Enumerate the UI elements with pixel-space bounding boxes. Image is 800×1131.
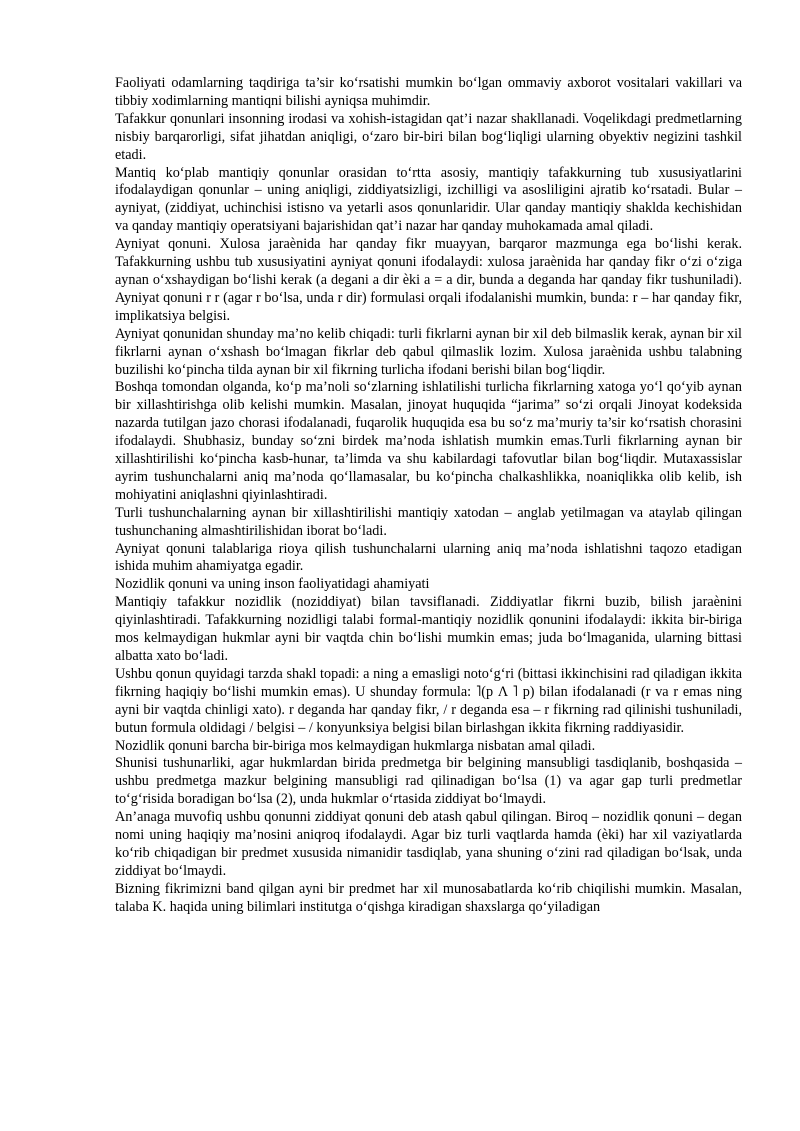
paragraph-student-example: Bizning fikrimizni band qilgan ayni bir predmet har xil munosabatlarda ko‘rib chiqilishi mumkin. Masalan, talaba K. haqida uning bilimlari institutga o‘qishga kiradigan shaxslarga qo‘yiladigan: [115, 880, 742, 915]
paragraph-four-basic-laws: Mantiq ko‘plab mantiqiy qonunlar orasidan to‘rtta asosiy, mantiqiy tafakkurning tub xususiyatlarini ifodalaydigan qonunlar – uning aniqligi, ziddiyatsizligi, izchilligi va asosliligini ajratib ko‘rsatadi. Bular – ayniyat, (ziddiyat, uchinchisi istisno va yetarli asos qonunlaridir. Ular qanday mantiqiy shaklda kechishidan va qanday mantiqiy operatsiyani bajarishidan qat’i nazar har qanday muhokamada amal qiladi.: [115, 164, 742, 235]
paragraph-laws-of-thought: Tafakkur qonunlari insonning irodasi va xohish-istagidan qat’i nazar shakllanadi. Voqelikdagi predmetlarning nisbiy barqarorligi, sifat jihatdan aniqligi, o‘zaro bir-biri bilan bog‘liqligi ularning obyektiv negizini tashkil etadi.: [115, 110, 742, 163]
paragraph-traditional-name: An’anaga muvofiq ushbu qonunni ziddiyat qonuni deb atash qabul qilingan. Biroq – nozidlik qonuni – degan nomi uning haqiqiy ma’nosini aniqroq ifodalaydi. Agar biz turli vaqtlarda hamda (èki) har xil vaziyatlarda ko‘rib chiqadigan bir predmet xususida nimanidir tasdiqlab, yana shuning o‘zini rad qiladigan bo‘lsak, unda ziddiyat bo‘lmaydi.: [115, 809, 742, 879]
paragraph-non-contradiction: Mantiqiy tafakkur nozidlik (noziddiyat) bilan tavsiflanadi. Ziddiyatlar fikrni buzib, bilish jaraènini qiyinlashtiradi. Tafakkurning nozidligi talabi formal-mantiqiy nozidlik qonunini ifodalaydi: ikkita bir-biriga mos kelmaydigan hukmlar ayni bir vaqtda chin bo‘lishi mumkin emas; juda bo‘lmaganida, ularning bittasi albatta xato bo‘ladi.: [115, 594, 742, 664]
document-page: [115, 75, 742, 917]
section-heading-non-contradiction: Nozidlik qonuni va uning inson faoliyatidagi ahamiyati: [115, 576, 430, 593]
paragraph-identity-meaning: Ayniyat qonunidan shunday ma’no kelib chiqadi: turli fikrlarni aynan bir xil deb bilmaslik kerak, aynan bir xil fikrlarni aynan o‘xshash bo‘lmagan fikrlar deb qabul qilmaslik lozim. Xulosa jaraènida ushbu talabning buzilishi ko‘pincha tilda aynan bir xil fikrning turlicha ifodani berishi bilan bog‘liqdir.: [115, 325, 742, 378]
paragraph-concept-substitution: Turli tushunchalarning aynan bir xillashtirilishi mantiqiy xatodan – anglab yetilmagan va ataylab qilingan tushunchaning almashtirilishidan iborat bo‘ladi.: [115, 504, 742, 539]
paragraph-no-contradiction-conditions: Shunisi tushunarliki, agar hukmlardan birida predmetga bir belgining mansubligi tasdiqlanib, boshqasida – ushbu predmetga mazkur belgining mansubligi rad qilinadigan bo‘lsa (1) va agar gap turli predmetlar to‘g‘risida boradigan bo‘lsa (2), unda hukmlar o‘rtasida ziddiyat bo‘lmaydi.: [115, 755, 742, 808]
paragraph-formula: Ushbu qonun quyidagi tarzda shakl topadi: a ning a emasligi noto‘g‘ri (bittasi ikkinchisini rad qiladigan ikkita fikrning haqiqiy bo‘lishi mumkin emas). U shunday formula: ˥(p Λ ˥ p) bilan ifodalanadi (r va r emas ning ayni bir vaqtda chinligi xato). r deganda har qanday fikr, / r deganda esa – r fikrning rad qilinishi tushuniladi, butun formula oldidagi / belgisi – / konyunksiya belgisi bilan birlashgan ikkita fikrning raddiyasidir.: [115, 665, 742, 736]
paragraph-identity-importance: Ayniyat qonuni talablariga rioya qilish tushunchalarni ularning aniq ma’noda ishlatishni taqozo etadigan ishida muhim ahamiyatga egadir.: [115, 540, 742, 575]
paragraph-polysemous-words: Boshqa tomondan olganda, ko‘p ma’noli so‘zlarning ishlatilishi turlicha fikrlarning xatoga yo‘l qo‘yib aynan bir xillashtirishga olib kelishi mumkin. Masalan, jinoyat huquqida “jarima” so‘zi orqali Jinoyat kodeksida nazarda tutilgan jazo chorasi ifodalanadi, fuqarolik huquqida esa bu so‘z ma’muriy ta’sir ko‘rsatish chorasini ifodalaydi. Shubhasiz, bunday so‘zni birdek ma’noda ishlatish mumkin emas.Turli fikrlarning aynan bir xillashtirilishi ko‘pincha kasb-hunar, ta’limda va shu kabilardagi tafovutlar bilan bog‘liqdir. Mutaxassislar ayrim tushunchalarni aniq ma’noda qo‘llamasalar, bu ko‘pincha chalkashlikka, noaniqlikka olib kelib, ish mohiyatini aniqlashni qiyinlashtiradi.: [115, 379, 742, 503]
paragraph-incompatible-judgments: Nozidlik qonuni barcha bir-biriga mos kelmaydigan hukmlarga nisbatan amal qiladi.: [115, 737, 596, 754]
paragraph-media-workers: Faoliyati odamlarning taqdiriga ta’sir ko‘rsatishi mumkin bo‘lgan ommaviy axborot vositalari vakillari va tibbiy xodimlarning mantiqni bilishi ayniqsa muhimdir.: [115, 75, 742, 109]
paragraph-law-of-identity: Ayniyat qonuni. Xulosa jaraènida har qanday fikr muayyan, barqaror mazmunga ega bo‘lishi kerak. Tafakkurning ushbu tub xususiyatini ayniyat qonuni ifodalaydi: xulosa jaraènida har qanday fikr o‘zi o‘ziga aynan o‘xshaydigan bo‘lishi kerak (a degani a dir èki a = a dir, bunda a deganda har qanday fikr tushuniladi). Ayniyat qonuni r r (agar r bo‘lsa, unda r dir) formulasi orqali ifodalanishi mumkin, bunda: r – har qanday fikr, implikatsiya belgisi.: [115, 236, 742, 324]
